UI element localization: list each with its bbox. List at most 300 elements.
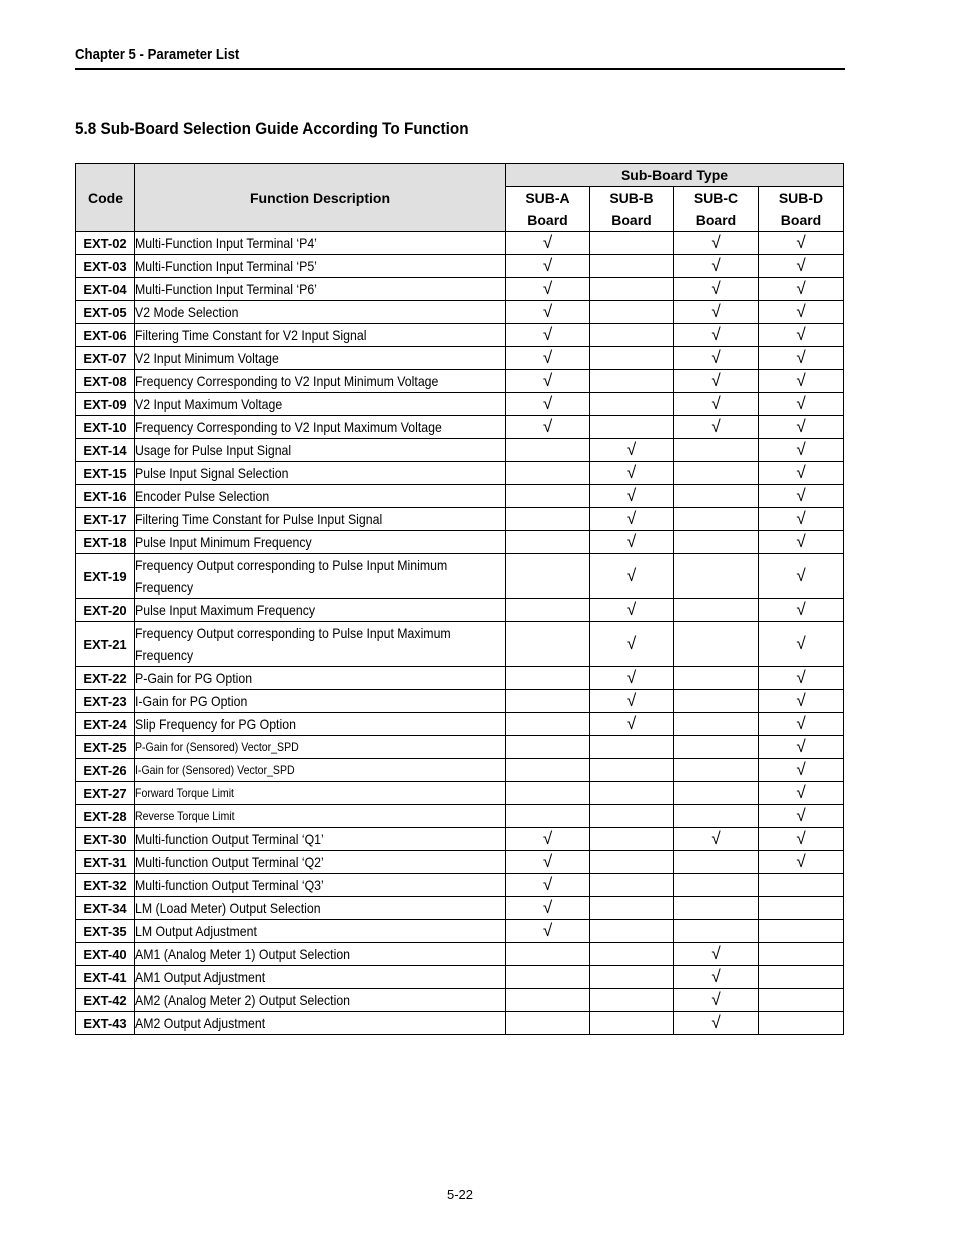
code-column-header: Code (76, 164, 135, 232)
board-cell-sub-d (759, 690, 844, 713)
check-mark-icon: √ (626, 714, 637, 733)
parameter-code: EXT-43 (76, 1012, 135, 1035)
board-cell-sub-c (674, 667, 759, 690)
board-cell-sub-c (674, 462, 759, 485)
board-cell-sub-c (674, 278, 759, 301)
check-mark-icon: √ (542, 921, 553, 940)
check-mark-icon: √ (542, 875, 553, 894)
table-row (76, 554, 844, 599)
board-cell-sub-d (759, 232, 844, 255)
board-header-sub-c: SUB-C Board (674, 187, 759, 232)
board-cell-sub-c (674, 599, 759, 622)
check-mark-icon: √ (796, 634, 806, 653)
board-cell-sub-a (506, 943, 590, 966)
table-row (76, 828, 844, 851)
board-cell-sub-a (506, 1012, 590, 1035)
function-description: Pulse Input Minimum Frequency (135, 531, 506, 554)
table-row (76, 278, 844, 301)
board-cell-sub-c (674, 828, 759, 851)
parameter-code: EXT-40 (76, 943, 135, 966)
table-row (76, 920, 844, 943)
board-cell-sub-b (590, 324, 674, 347)
check-mark-icon: √ (796, 600, 806, 619)
check-mark-icon: √ (796, 509, 806, 528)
parameter-code: EXT-35 (76, 920, 135, 943)
check-mark-icon: √ (796, 691, 806, 710)
sub-board-table (75, 163, 844, 1035)
check-mark-icon: √ (796, 668, 806, 687)
check-mark-icon: √ (542, 417, 553, 436)
board-cell-sub-d (759, 301, 844, 324)
board-cell-sub-a (506, 485, 590, 508)
function-description: Slip Frequency for PG Option (135, 713, 506, 736)
board-cell-sub-a (506, 462, 590, 485)
function-description: Multi-function Output Terminal ‘Q3’ (135, 874, 506, 897)
table-body (76, 232, 844, 1035)
function-description: P-Gain for PG Option (135, 667, 506, 690)
board-cell-sub-b (590, 599, 674, 622)
function-description: Forward Torque Limit (135, 782, 506, 805)
board-cell-sub-a (506, 874, 590, 897)
board-cell-sub-c (674, 531, 759, 554)
parameter-code: EXT-32 (76, 874, 135, 897)
board-cell-sub-b (590, 943, 674, 966)
board-cell-sub-d (759, 622, 844, 667)
check-mark-icon: √ (626, 440, 637, 459)
parameter-code: EXT-22 (76, 667, 135, 690)
board-cell-sub-d (759, 989, 844, 1012)
check-mark-icon: √ (796, 486, 806, 505)
board-cell-sub-a (506, 851, 590, 874)
function-description: Usage for Pulse Input Signal (135, 439, 506, 462)
parameter-code: EXT-27 (76, 782, 135, 805)
parameter-code: EXT-18 (76, 531, 135, 554)
board-cell-sub-b (590, 989, 674, 1012)
board-cell-sub-a (506, 301, 590, 324)
parameter-code: EXT-15 (76, 462, 135, 485)
function-description: Multi-Function Input Terminal ‘P5’ (135, 255, 506, 278)
function-description: V2 Mode Selection (135, 301, 506, 324)
board-cell-sub-d (759, 347, 844, 370)
check-mark-icon: √ (711, 394, 721, 413)
check-mark-icon: √ (796, 279, 806, 298)
board-cell-sub-c (674, 554, 759, 599)
table-row (76, 667, 844, 690)
board-cell-sub-a (506, 393, 590, 416)
parameter-code: EXT-10 (76, 416, 135, 439)
board-cell-sub-d (759, 713, 844, 736)
board-cell-sub-d (759, 851, 844, 874)
function-description: V2 Input Maximum Voltage (135, 393, 506, 416)
function-description: I-Gain for (Sensored) Vector_SPD (135, 759, 506, 782)
board-cell-sub-b (590, 278, 674, 301)
board-cell-sub-c (674, 920, 759, 943)
parameter-code: EXT-24 (76, 713, 135, 736)
table-row (76, 393, 844, 416)
board-header-sub-b: SUB-B Board (590, 187, 674, 232)
parameter-code: EXT-21 (76, 622, 135, 667)
function-description: Multi-Function Input Terminal ‘P6’ (135, 278, 506, 301)
check-mark-icon: √ (711, 417, 721, 436)
board-cell-sub-c (674, 347, 759, 370)
function-description: AM2 (Analog Meter 2) Output Selection (135, 989, 506, 1012)
check-mark-icon: √ (542, 898, 553, 917)
board-cell-sub-c (674, 690, 759, 713)
function-description: P-Gain for (Sensored) Vector_SPD (135, 736, 506, 759)
table-row (76, 782, 844, 805)
board-cell-sub-a (506, 255, 590, 278)
board-cell-sub-b (590, 370, 674, 393)
board-cell-sub-c (674, 232, 759, 255)
board-cell-sub-b (590, 462, 674, 485)
board-cell-sub-d (759, 828, 844, 851)
table-row (76, 736, 844, 759)
check-mark-icon: √ (796, 737, 806, 756)
board-cell-sub-a (506, 805, 590, 828)
board-cell-sub-b (590, 439, 674, 462)
check-mark-icon: √ (796, 532, 806, 551)
function-description: Frequency Corresponding to V2 Input Minimum Voltage (135, 370, 506, 393)
parameter-code: EXT-07 (76, 347, 135, 370)
board-cell-sub-b (590, 690, 674, 713)
board-cell-sub-b (590, 874, 674, 897)
check-mark-icon: √ (711, 967, 721, 986)
board-cell-sub-d (759, 966, 844, 989)
board-cell-sub-c (674, 874, 759, 897)
table-row (76, 531, 844, 554)
function-description: LM (Load Meter) Output Selection (135, 897, 506, 920)
table-row (76, 897, 844, 920)
board-cell-sub-d (759, 393, 844, 416)
board-cell-sub-d (759, 920, 844, 943)
board-cell-sub-c (674, 1012, 759, 1035)
board-cell-sub-c (674, 943, 759, 966)
board-cell-sub-a (506, 966, 590, 989)
board-cell-sub-a (506, 759, 590, 782)
board-cell-sub-b (590, 805, 674, 828)
function-description: Filtering Time Constant for V2 Input Signal (135, 324, 506, 347)
board-cell-sub-b (590, 828, 674, 851)
board-cell-sub-d (759, 736, 844, 759)
function-description: Pulse Input Maximum Frequency (135, 599, 506, 622)
board-cell-sub-a (506, 989, 590, 1012)
function-description: AM1 Output Adjustment (135, 966, 506, 989)
function-description: Multi-function Output Terminal ‘Q2’ (135, 851, 506, 874)
parameter-code: EXT-09 (76, 393, 135, 416)
board-cell-sub-a (506, 370, 590, 393)
board-header-sub-d: SUB-D Board (759, 187, 844, 232)
board-cell-sub-d (759, 943, 844, 966)
check-mark-icon: √ (626, 509, 637, 528)
check-mark-icon: √ (626, 691, 637, 710)
board-cell-sub-b (590, 531, 674, 554)
board-cell-sub-c (674, 393, 759, 416)
table-row (76, 485, 844, 508)
check-mark-icon: √ (542, 852, 553, 871)
board-cell-sub-c (674, 370, 759, 393)
parameter-code: EXT-05 (76, 301, 135, 324)
parameter-code: EXT-04 (76, 278, 135, 301)
table-row (76, 805, 844, 828)
check-mark-icon: √ (542, 325, 553, 344)
board-cell-sub-d (759, 370, 844, 393)
check-mark-icon: √ (542, 233, 553, 252)
board-cell-sub-c (674, 301, 759, 324)
board-cell-sub-b (590, 347, 674, 370)
board-cell-sub-c (674, 782, 759, 805)
board-cell-sub-c (674, 416, 759, 439)
table-row (76, 1012, 844, 1035)
board-cell-sub-c (674, 851, 759, 874)
check-mark-icon: √ (711, 829, 721, 848)
check-mark-icon: √ (796, 463, 806, 482)
function-description: Pulse Input Signal Selection (135, 462, 506, 485)
table-row (76, 599, 844, 622)
parameter-code: EXT-03 (76, 255, 135, 278)
check-mark-icon: √ (796, 394, 806, 413)
check-mark-icon: √ (711, 371, 721, 390)
board-cell-sub-d (759, 805, 844, 828)
board-cell-sub-b (590, 667, 674, 690)
function-column-header: Function Description (135, 164, 506, 232)
page-number: 5-22 (446, 1187, 474, 1202)
table-row (76, 759, 844, 782)
board-cell-sub-b (590, 920, 674, 943)
check-mark-icon: √ (796, 417, 806, 436)
board-cell-sub-c (674, 622, 759, 667)
check-mark-icon: √ (796, 371, 806, 390)
board-cell-sub-b (590, 554, 674, 599)
function-description: Frequency Output corresponding to Pulse Input Maximum Frequency (135, 622, 506, 667)
check-mark-icon: √ (626, 566, 637, 585)
board-cell-sub-d (759, 1012, 844, 1035)
board-cell-sub-c (674, 485, 759, 508)
board-cell-sub-b (590, 301, 674, 324)
parameter-code: EXT-28 (76, 805, 135, 828)
board-cell-sub-a (506, 667, 590, 690)
parameter-code: EXT-42 (76, 989, 135, 1012)
parameter-code: EXT-19 (76, 554, 135, 599)
check-mark-icon: √ (796, 348, 806, 367)
board-cell-sub-b (590, 713, 674, 736)
check-mark-icon: √ (711, 325, 721, 344)
check-mark-icon: √ (796, 325, 806, 344)
board-cell-sub-b (590, 759, 674, 782)
board-cell-sub-d (759, 508, 844, 531)
board-cell-sub-d (759, 278, 844, 301)
parameter-code: EXT-16 (76, 485, 135, 508)
table-row (76, 416, 844, 439)
check-mark-icon: √ (796, 233, 806, 252)
parameter-code: EXT-34 (76, 897, 135, 920)
parameter-code: EXT-30 (76, 828, 135, 851)
board-header-sub-a: SUB-A Board (506, 187, 590, 232)
board-cell-sub-c (674, 324, 759, 347)
board-cell-sub-c (674, 759, 759, 782)
board-cell-sub-a (506, 713, 590, 736)
function-description: LM Output Adjustment (135, 920, 506, 943)
check-mark-icon: √ (542, 279, 553, 298)
check-mark-icon: √ (711, 302, 721, 321)
board-cell-sub-d (759, 324, 844, 347)
board-cell-sub-a (506, 736, 590, 759)
board-cell-sub-d (759, 462, 844, 485)
check-mark-icon: √ (796, 714, 806, 733)
check-mark-icon: √ (542, 371, 553, 390)
board-cell-sub-c (674, 966, 759, 989)
check-mark-icon: √ (626, 600, 637, 619)
function-description: AM2 Output Adjustment (135, 1012, 506, 1035)
table-row (76, 324, 844, 347)
table-row (76, 347, 844, 370)
board-cell-sub-d (759, 667, 844, 690)
board-cell-sub-a (506, 690, 590, 713)
table-row (76, 232, 844, 255)
header-divider (75, 68, 845, 70)
function-description: Multi-Function Input Terminal ‘P4’ (135, 232, 506, 255)
check-mark-icon: √ (626, 532, 637, 551)
board-cell-sub-a (506, 828, 590, 851)
check-mark-icon: √ (711, 256, 721, 275)
check-mark-icon: √ (796, 302, 806, 321)
parameter-code: EXT-20 (76, 599, 135, 622)
board-cell-sub-b (590, 897, 674, 920)
table-row (76, 508, 844, 531)
board-cell-sub-b (590, 1012, 674, 1035)
parameter-code: EXT-23 (76, 690, 135, 713)
check-mark-icon: √ (796, 806, 806, 825)
table-row (76, 966, 844, 989)
function-description: Reverse Torque Limit (135, 805, 506, 828)
check-mark-icon: √ (711, 1013, 721, 1032)
board-cell-sub-a (506, 416, 590, 439)
board-cell-sub-a (506, 531, 590, 554)
chapter-title: Chapter 5 - Parameter List (75, 46, 240, 63)
function-description: AM1 (Analog Meter 1) Output Selection (135, 943, 506, 966)
check-mark-icon: √ (796, 256, 806, 275)
check-mark-icon: √ (626, 486, 637, 505)
function-description: I-Gain for PG Option (135, 690, 506, 713)
board-cell-sub-b (590, 782, 674, 805)
check-mark-icon: √ (626, 463, 637, 482)
check-mark-icon: √ (796, 440, 806, 459)
board-cell-sub-b (590, 416, 674, 439)
table-row (76, 301, 844, 324)
table-row (76, 370, 844, 393)
function-description: Frequency Corresponding to V2 Input Maximum Voltage (135, 416, 506, 439)
check-mark-icon: √ (542, 829, 553, 848)
board-cell-sub-d (759, 255, 844, 278)
board-cell-sub-a (506, 920, 590, 943)
board-cell-sub-d (759, 439, 844, 462)
board-cell-sub-d (759, 531, 844, 554)
check-mark-icon: √ (542, 302, 553, 321)
table-row (76, 622, 844, 667)
check-mark-icon: √ (711, 279, 721, 298)
check-mark-icon: √ (796, 566, 806, 585)
board-cell-sub-c (674, 897, 759, 920)
board-cell-sub-c (674, 255, 759, 278)
board-cell-sub-d (759, 554, 844, 599)
board-cell-sub-a (506, 622, 590, 667)
board-cell-sub-a (506, 347, 590, 370)
check-mark-icon: √ (796, 852, 806, 871)
check-mark-icon: √ (626, 634, 637, 653)
board-cell-sub-a (506, 278, 590, 301)
board-cell-sub-a (506, 897, 590, 920)
parameter-code: EXT-41 (76, 966, 135, 989)
board-cell-sub-b (590, 393, 674, 416)
board-cell-sub-b (590, 232, 674, 255)
parameter-code: EXT-08 (76, 370, 135, 393)
table-row (76, 439, 844, 462)
board-cell-sub-d (759, 599, 844, 622)
parameter-code: EXT-26 (76, 759, 135, 782)
board-cell-sub-b (590, 966, 674, 989)
board-cell-sub-a (506, 324, 590, 347)
board-cell-sub-a (506, 232, 590, 255)
board-cell-sub-b (590, 255, 674, 278)
board-cell-sub-d (759, 416, 844, 439)
parameter-code: EXT-25 (76, 736, 135, 759)
board-cell-sub-d (759, 759, 844, 782)
check-mark-icon: √ (542, 256, 553, 275)
function-description: Filtering Time Constant for Pulse Input Signal (135, 508, 506, 531)
parameter-code: EXT-14 (76, 439, 135, 462)
parameter-code: EXT-17 (76, 508, 135, 531)
check-mark-icon: √ (711, 233, 721, 252)
check-mark-icon: √ (626, 668, 637, 687)
board-cell-sub-b (590, 851, 674, 874)
section-title: 5.8 Sub-Board Selection Guide According To Function (75, 119, 469, 138)
board-cell-sub-a (506, 508, 590, 531)
table-row (76, 874, 844, 897)
check-mark-icon: √ (796, 783, 806, 802)
board-cell-sub-b (590, 622, 674, 667)
table-row (76, 713, 844, 736)
table-row (76, 851, 844, 874)
board-cell-sub-c (674, 736, 759, 759)
check-mark-icon: √ (711, 348, 721, 367)
function-description: Multi-function Output Terminal ‘Q1’ (135, 828, 506, 851)
board-cell-sub-d (759, 874, 844, 897)
parameter-code: EXT-31 (76, 851, 135, 874)
board-cell-sub-b (590, 508, 674, 531)
board-cell-sub-c (674, 805, 759, 828)
board-cell-sub-a (506, 599, 590, 622)
board-cell-sub-b (590, 736, 674, 759)
parameter-code: EXT-06 (76, 324, 135, 347)
parameter-code: EXT-02 (76, 232, 135, 255)
board-cell-sub-c (674, 508, 759, 531)
function-description: Encoder Pulse Selection (135, 485, 506, 508)
table-row (76, 943, 844, 966)
check-mark-icon: √ (542, 348, 553, 367)
check-mark-icon: √ (711, 990, 721, 1009)
board-cell-sub-a (506, 439, 590, 462)
function-description: Frequency Output corresponding to Pulse Input Minimum Frequency (135, 554, 506, 599)
table-row (76, 690, 844, 713)
board-cell-sub-a (506, 782, 590, 805)
board-cell-sub-d (759, 485, 844, 508)
table-row (76, 989, 844, 1012)
board-cell-sub-d (759, 782, 844, 805)
board-cell-sub-c (674, 439, 759, 462)
board-cell-sub-d (759, 897, 844, 920)
board-cell-sub-c (674, 989, 759, 1012)
table-row (76, 462, 844, 485)
check-mark-icon: √ (542, 394, 553, 413)
